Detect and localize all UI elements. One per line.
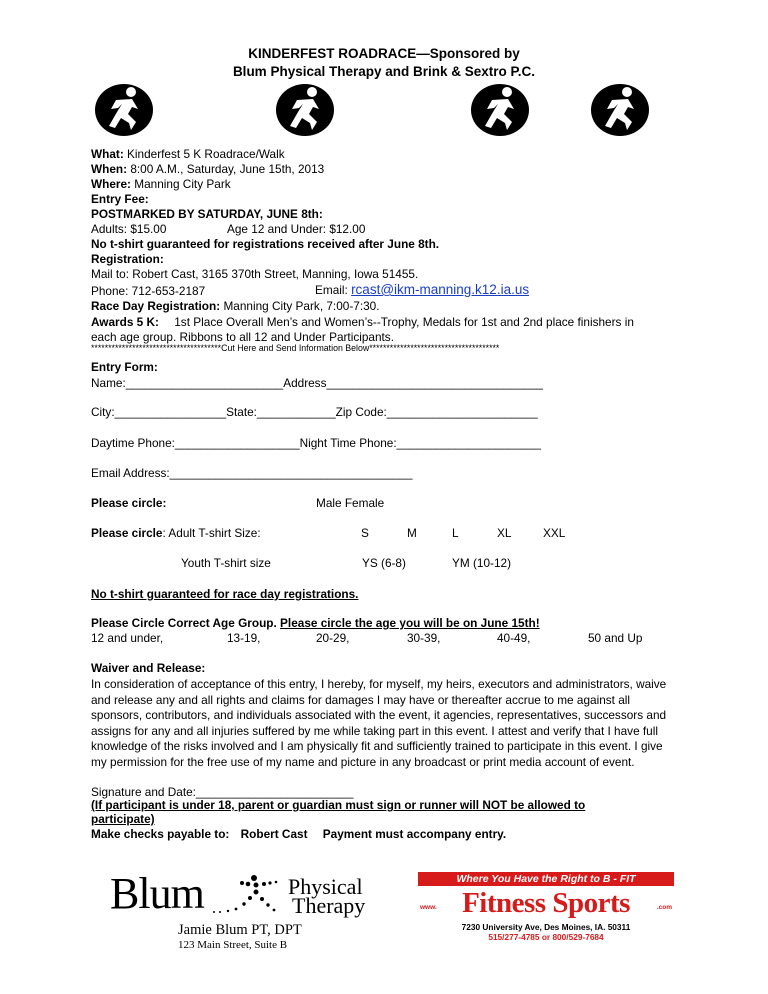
fitness-sports-phone: 515/277-4785 or 800/529-7684 [488,932,604,942]
fitness-sports-com: .com [656,904,672,911]
email-address-field[interactable]: Email Address:_____________________________________ [91,466,413,480]
adult-tshirt-label: : Adult T-shirt Size: [162,526,261,540]
age-group-label: Please Circle Correct Age Group. [91,616,277,630]
entry-fee-label: Entry Fee: [91,192,149,206]
age-group-note: Please circle the age you will be on June 15th! [280,616,540,630]
youth-tshirt-label: Youth T-shirt size [181,556,271,570]
mail-to: Mail to: Robert Cast, 3165 370th Street, Manning, Iowa 51455. [91,267,419,281]
name-address-fields[interactable]: Name:________________________Address_________________________________ [91,376,543,390]
youth-size-small[interactable]: YS (6-8) [362,556,406,570]
dotted-figure-icon [212,874,292,914]
awards-label: Awards 5 K: [91,315,159,329]
blum-logo-physical: Physical [288,874,363,899]
where-label: Where: [91,177,131,191]
runner-icon [94,82,154,138]
fitness-sports-name: Fitness Sports [462,887,630,919]
gender-circle-label: Please circle: [91,496,167,510]
payment-note: Payment must accompany entry. [322,827,507,841]
minor-note-line-2: participate) [91,812,155,826]
blum-physical-therapy-logo [108,866,388,976]
age-group-50-up[interactable]: 50 and Up [588,631,643,645]
blum-logo-word: Blum [110,869,204,918]
raceday-label: Race Day Registration: [91,299,221,313]
age-group-30-39[interactable]: 30-39, [407,631,441,645]
fitness-sports-address: 7230 University Ave, Des Moines, IA. 50311 [461,922,631,932]
postmarked-deadline: POSTMARKED BY SATURDAY, JUNE 8th: [91,207,323,221]
checks-label: Make checks payable to: [91,827,230,841]
raceday-line [91,299,380,315]
raceday-value: Manning City Park, 7:00-7:30. [223,299,380,313]
awards-value: 1st Place Overall Men’s and Women’s--Trophy, Medals for 1st and 2nd place finishers in [174,315,634,329]
blum-logo-therapy: Therapy [292,893,366,918]
checks-line [91,827,506,843]
waiver-text: In consideration of acceptance of this entry, I hereby, for myself, my heirs, executors and administrators, waive and release any and all rights and claims for damages I may have or thereafter accrue to me against all sponsors, contributors, and individuals associated with the event, it agencies, representatives, successors and assigns for any and all injuries suffered by me while taking part in this event. I attest and verify that I have full knowledge of the risks involved and I am physically fit and sufficiently trained to participate in this event. I give my permission for the free use of my name and picture in any broadcast or print media account of event. [91,677,667,769]
fitness-sports-www: www. [420,904,437,911]
size-option-xl[interactable]: XL [497,526,512,540]
when-label: When: [91,162,128,176]
title-line-1: KINDERFEST ROADRACE—Sponsored by [248,46,520,61]
cut-line: **************************************Cut Here and Send Information Below************************************** [91,343,500,353]
runner-icon [590,82,650,138]
child-fee: Age 12 and Under: $12.00 [227,222,366,236]
where-line [91,177,231,193]
what-line [91,147,285,163]
size-option-xxl[interactable]: XXL [543,526,566,540]
minor-note-line-1: (If participant is under 18, parent or guardian must sign or runner will NOT be allowed to [91,798,586,812]
age-group-12-under[interactable]: 12 and under, [91,631,164,645]
phone-fields[interactable]: Daytime Phone:___________________Night Time Phone:______________________ [91,436,541,450]
size-option-s[interactable]: S [361,526,369,540]
adult-fee: Adults: $15.00 [91,222,167,236]
city-state-zip-fields[interactable]: City:_________________State:____________Zip Code:_______________________ [91,405,538,419]
no-tshirt-notice: No t-shirt guaranteed for registrations received after June 8th. [91,237,440,251]
runner-icon [470,82,530,138]
waiver-label: Waiver and Release: [91,661,206,675]
youth-size-medium[interactable]: YM (10-12) [452,556,512,570]
age-group-20-29[interactable]: 20-29, [316,631,350,645]
checks-payee: Robert Cast [240,827,308,841]
age-group-40-49[interactable]: 40-49, [497,631,531,645]
blum-practitioner: Jamie Blum PT, DPT [178,922,302,938]
email-label: Email: [315,283,348,297]
what-value: Kinderfest 5 K Roadrace/Walk [127,147,285,161]
blum-address: 123 Main Street, Suite B [178,939,288,951]
title-line-2: Blum Physical Therapy and Brink & Sextro P.C. [232,64,536,79]
gender-options[interactable]: Male Female [316,496,385,510]
where-value: Manning City Park [134,177,231,191]
contact-phone: Phone: 712-653-2187 [91,284,206,298]
fitness-sports-tagline: Where You Have the Right to B - FIT [418,872,674,886]
registration-label: Registration: [91,252,164,266]
signature-line[interactable]: Signature and Date:________________________ [91,785,354,799]
fitness-sports-logo [418,872,674,946]
tshirt-circle-label: Please circle [91,526,163,540]
entry-form-label: Entry Form: [91,360,158,374]
raceday-tshirt-notice: No t-shirt guaranteed for race day registrations. [91,587,359,601]
size-option-l[interactable]: L [452,526,459,540]
tshirt-line [91,526,261,542]
what-label: What: [91,147,124,161]
email-contact [315,282,529,299]
awards-line-2: each age group. Ribbons to all 12 and Under Participants. [91,330,394,344]
size-option-m[interactable]: M [407,526,417,540]
email-link[interactable]: rcast@ikm-manning.k12.ia.us [351,282,530,297]
awards-line [91,315,634,331]
when-value: 8:00 A.M., Saturday, June 15th, 2013 [130,162,325,176]
age-group-13-19[interactable]: 13-19, [227,631,261,645]
age-group-heading [91,616,540,632]
when-line [91,162,324,178]
runner-icon [275,82,335,138]
